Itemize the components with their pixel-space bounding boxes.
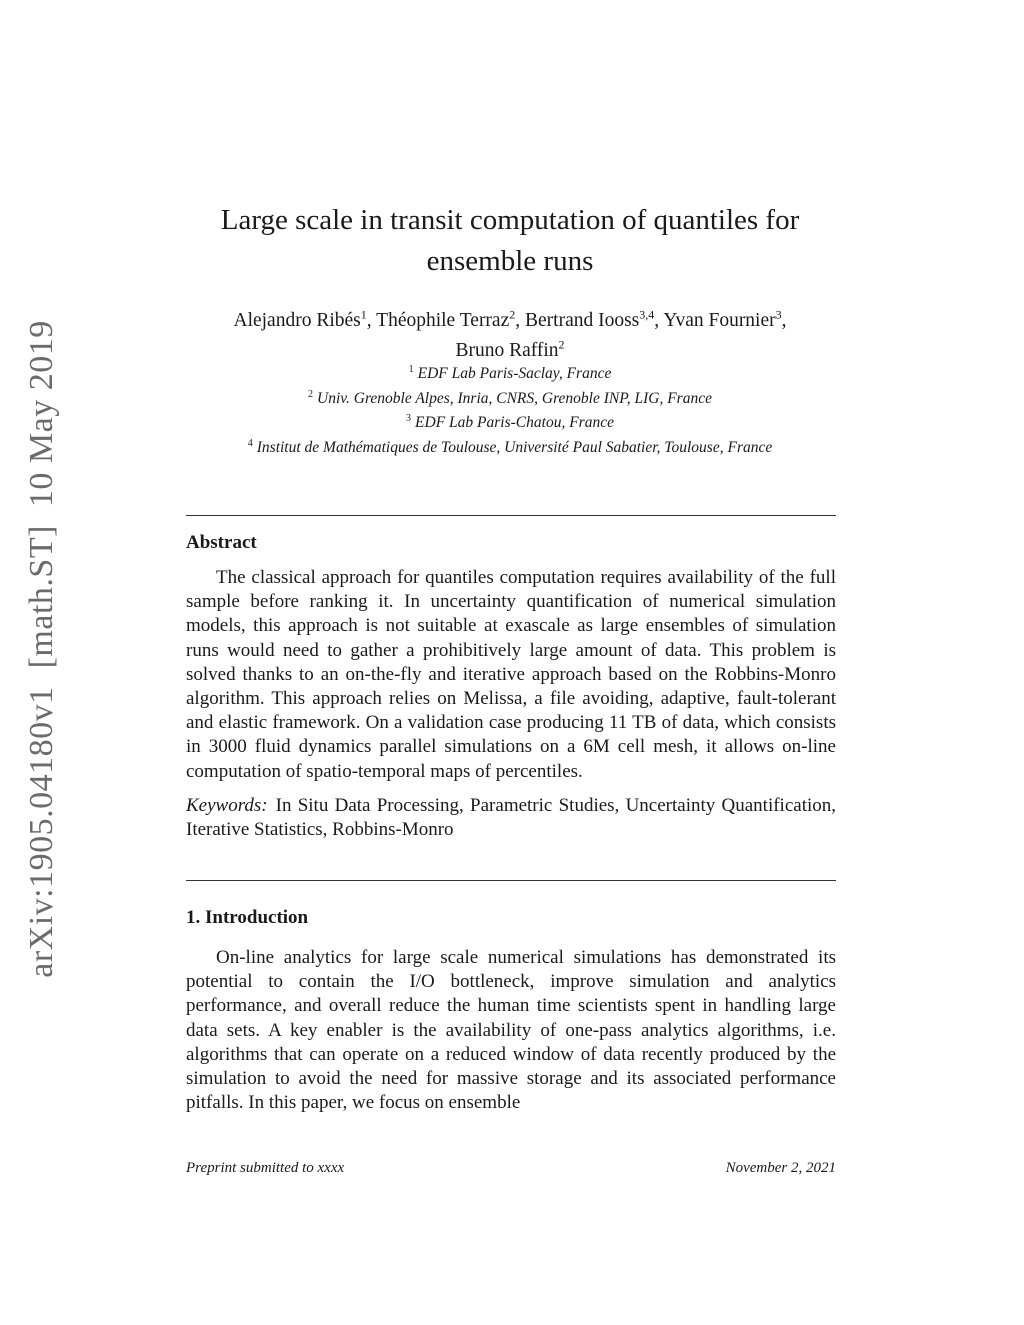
paper-title: Large scale in transit computation of quantiles for ensemble runs: [220, 204, 800, 277]
abstract-body: [186, 566, 836, 842]
affiliation: $^1$ EDF Lab Paris-Saclay, France: [408, 364, 612, 383]
author: Yvan Fournier$^3$,: [663, 307, 787, 331]
affiliation: $^4$ Institut de Mathématiques de Toulouse, Université Paul Sabatier, Toulouse, France: [247, 437, 773, 457]
keywords-text: In Situ Data Processing, Parametric Studies, Uncertainty Quantification, Iterative Statistics, Robbins-Monro: [186, 794, 836, 841]
keywords-label: Keywords:: [186, 794, 268, 816]
author-list: [180, 302, 840, 363]
bottom-divider: [186, 880, 836, 881]
keywords: [186, 794, 836, 842]
author: Bertrand Iooss$^{3,4}$,: [525, 307, 664, 331]
affiliation-list: [140, 360, 880, 459]
footer-preprint: Preprint submitted to xxxx: [186, 1160, 345, 1176]
author: Bruno Raffin$^2$: [455, 337, 565, 361]
introduction-text: On-line analytics for large scale numerical simulations has demonstrated its potential to contain the I/O bottleneck, improve simulation and analytics performance, and overall reduce the human time scientists spent in handling large data sets. A key enabler is the availability of one-pass analytics algorithms, i.e. algorithms that can operate on a reduced window of data recently produced by the simulation to avoid the need for massive storage and its associated performance pitfalls. In this paper, we focus on ensemble: [186, 947, 836, 1114]
author: Alejandro Ribés$^1$,: [233, 307, 377, 331]
footer-date: November 2, 2021: [725, 1160, 836, 1176]
arxiv-id: arXiv:1905.04180v1: [23, 686, 60, 978]
abstract-text: The classical approach for quantiles computation requires availability of the full sample before ranking it. In uncertainty quantification of numerical simulation models, this approach is not suitable at exascale as large ensembles of simulation runs would need to gather a prohibitively large amount of data. This problem is solved thanks to an on-the-fly and iterative approach based on the Robbins-Monro algorithm. This approach relies on Melissa, a file avoiding, adaptive, fault-tolerant and elastic framework. On a validation case producing 11 TB of data, which consists in 3000 fluid dynamics parallel simulations on a 6M cell mesh, it allows on-line computation of spatio-temporal maps of percentiles.: [186, 567, 836, 782]
affiliation: $^3$ EDF Lab Paris-Chatou, France: [406, 413, 614, 432]
introduction-heading: 1. Introduction: [186, 907, 309, 928]
top-divider: [186, 515, 836, 516]
introduction-body: [186, 946, 836, 1115]
page-footer: [186, 1160, 836, 1177]
abstract-heading: Abstract: [186, 532, 257, 553]
arxiv-date: 10 May 2019: [23, 320, 60, 508]
arxiv-category: [math.ST]: [23, 525, 60, 669]
affiliation: $^2$ Univ. Grenoble Alpes, Inria, CNRS, Grenoble INP, LIG, France: [308, 388, 712, 407]
arxiv-sidebar-stamp: [23, 302, 61, 978]
author: Théophile Terraz$^2$,: [376, 307, 525, 331]
